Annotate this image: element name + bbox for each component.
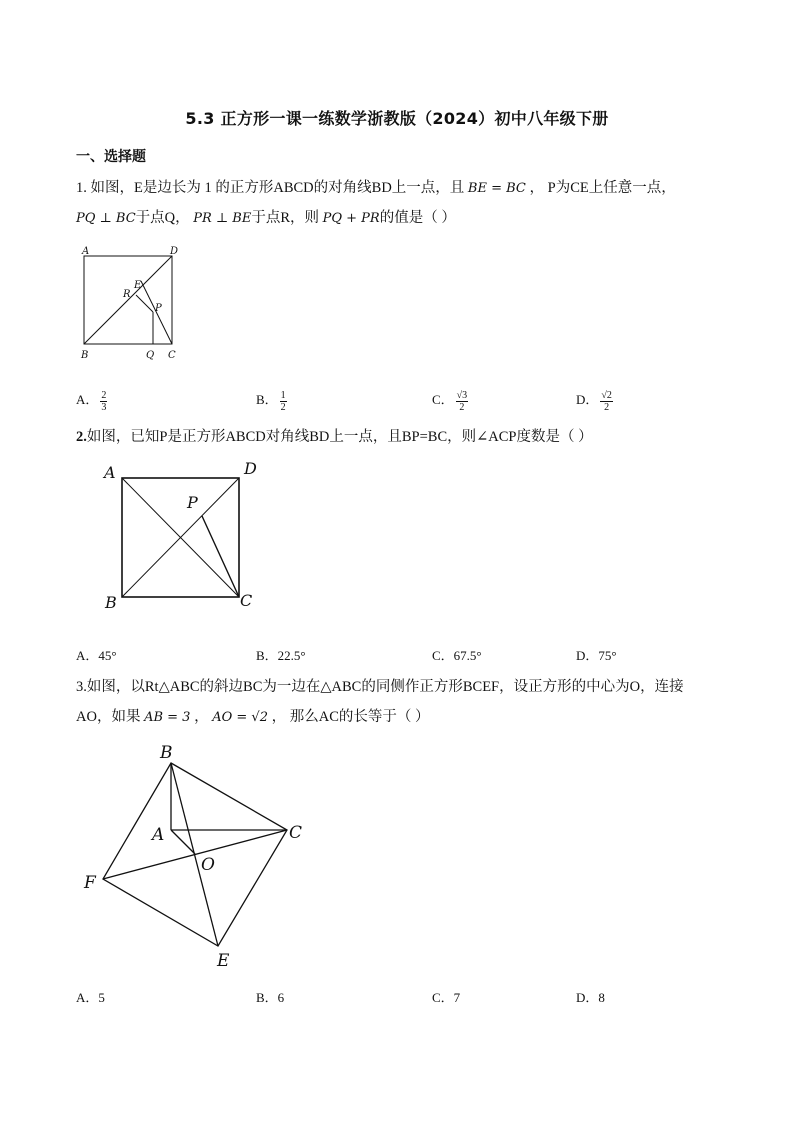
fraction: [280, 390, 287, 413]
q2-option-b[interactable]: B．22.5°: [256, 648, 306, 663]
q3-label-f: F: [84, 873, 96, 893]
fraction: [456, 390, 469, 413]
option-letter: D．: [576, 392, 599, 407]
section-heading: 一、选择题: [76, 149, 146, 165]
q3-label-e: E: [217, 951, 230, 970]
denominator: 2: [604, 401, 610, 413]
fraction: [100, 390, 107, 413]
q3-text-3: ， 那么AC的长等于（ ）: [267, 709, 430, 725]
q1-label-p: P: [155, 303, 162, 314]
option-letter: A．: [76, 392, 99, 407]
q2-text: 如图，已知P是正方形ABCD对角线BD上一点，且BP=BC，则∠ACP度数是（ ）: [86, 429, 593, 445]
q2-label-p: P: [187, 493, 198, 512]
q3-math-ao: AO = √2: [212, 710, 268, 725]
numerator: √3: [456, 389, 468, 401]
q3-label-c: C: [289, 823, 303, 843]
question-1-figure: [78, 240, 188, 365]
question-1-line-1: [76, 176, 676, 197]
question-2-figure: [98, 456, 268, 614]
q1-label-r: R: [123, 289, 131, 300]
question-3-line-2: [76, 705, 430, 726]
q1-text-1: 1. 如图，E是边长为 1 的正方形ABCD的对角线BD上一点，且: [76, 180, 468, 196]
q2-option-a[interactable]: A．45°: [76, 648, 117, 663]
q1-label-q: Q: [146, 350, 155, 361]
q1-text-4: 于点R，则: [251, 210, 323, 226]
q1-label-b: B: [81, 350, 89, 361]
q1-label-e: E: [134, 280, 142, 291]
q2-label-b: B: [105, 593, 117, 612]
option-letter: B．: [256, 392, 278, 407]
q1-option-d[interactable]: [576, 389, 613, 413]
q1-text-3: 于点Q，: [135, 210, 190, 226]
q1-label-c: C: [168, 350, 176, 361]
q1-label-d: D: [170, 246, 179, 257]
q3-option-c[interactable]: C．7: [432, 990, 461, 1005]
question-3-figure: [78, 738, 318, 970]
q1-option-a[interactable]: [76, 389, 107, 413]
q3-label-o: O: [201, 855, 215, 875]
question-2-line: [76, 425, 593, 446]
q3-option-d[interactable]: D．8: [576, 990, 605, 1005]
q1-math-be-bc: BE = BC: [467, 181, 526, 196]
denominator: 2: [280, 401, 286, 413]
q1-text-5: 的值是（ ）: [379, 210, 456, 226]
numerator: 2: [101, 389, 107, 401]
q2-number: 2.: [76, 429, 87, 445]
q1-label-a: A: [82, 246, 90, 257]
q3-math-ab: AB = 3: [144, 710, 191, 725]
q1-option-b[interactable]: [256, 389, 287, 413]
q2-label-c: C: [240, 591, 253, 610]
question-3-line-1: 3.如图，以Rt△ABC的斜边BC为一边在△ABC的同侧作正方形BCEF，设正方形的中心为O，连接: [76, 679, 684, 695]
option-letter: C．: [432, 392, 454, 407]
q3-label-b: B: [160, 743, 173, 763]
denominator: 3: [101, 401, 107, 413]
q2-option-c[interactable]: C．67.5°: [432, 648, 482, 663]
q2-label-d: D: [244, 459, 257, 478]
question-1-line-2: [76, 206, 456, 227]
q3-text-2: ，: [190, 709, 213, 725]
page-title: 5.3 正方形一课一练数学浙教版（2024）初中八年级下册: [185, 109, 609, 128]
fraction: [600, 390, 613, 413]
numerator: √2: [601, 389, 612, 401]
q2-option-d[interactable]: D．75°: [576, 648, 617, 663]
q3-option-a[interactable]: A．5: [76, 990, 105, 1005]
q1-math-pq: PQ ⊥ BC: [76, 211, 136, 226]
q1-text-2: ， P为CE上任意一点，: [525, 180, 676, 196]
q1-option-c[interactable]: [432, 389, 468, 413]
q1-math-sum: PQ + PR: [322, 211, 380, 226]
q3-text-1: AO，如果: [76, 709, 145, 725]
numerator: 1: [280, 389, 286, 401]
q3-option-b[interactable]: B．6: [256, 990, 285, 1005]
denominator: 2: [459, 401, 465, 413]
q1-math-pr: PR ⊥ BE: [193, 211, 252, 226]
q2-label-a: A: [104, 463, 116, 482]
q3-label-a: A: [152, 825, 165, 845]
